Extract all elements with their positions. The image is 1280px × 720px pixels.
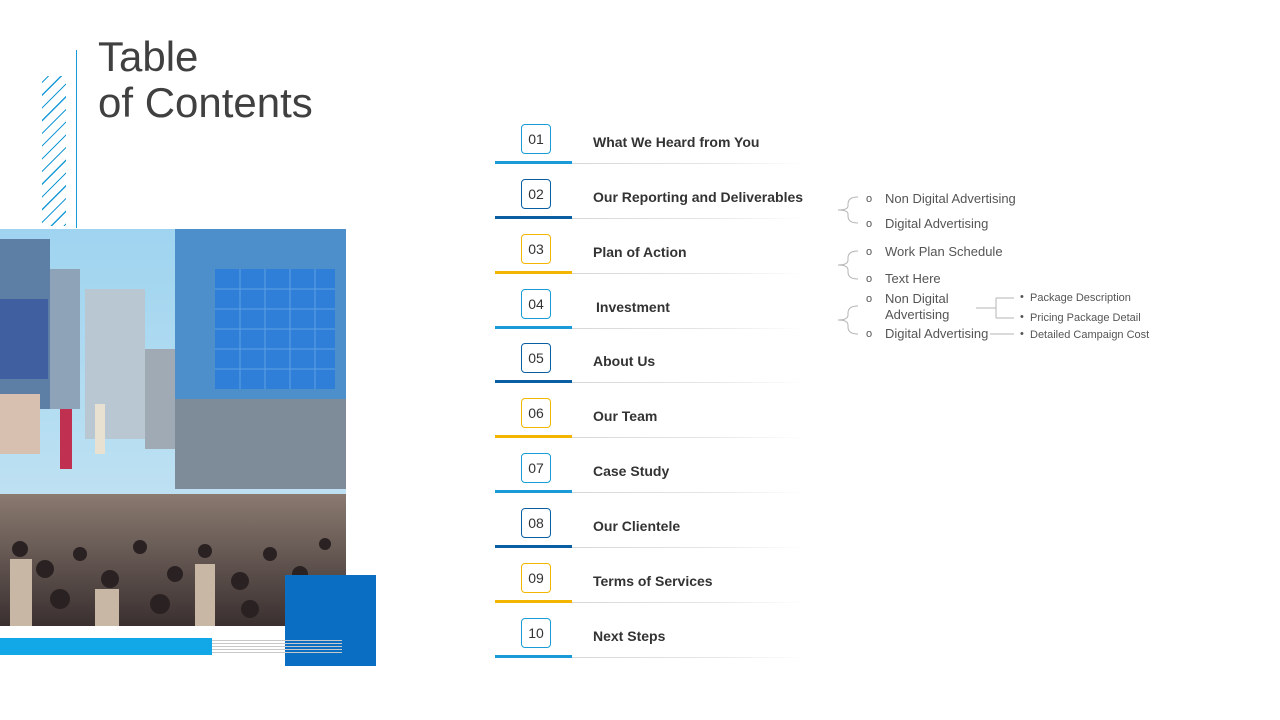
bullet-circle-icon: o (866, 246, 873, 258)
detail-label: Detailed Campaign Cost (1030, 329, 1150, 341)
sub-item-investment-non-digital (866, 291, 975, 323)
detail-pricing-package (1020, 311, 1141, 325)
sub-item-non-digital-advertising (866, 191, 1016, 207)
toc-label: Next Steps (593, 628, 666, 644)
toc-number-badge: 10 (521, 618, 551, 648)
sub-item-label: Non Digital Advertising (885, 191, 1016, 206)
bullet-dot-icon: • (1020, 328, 1024, 340)
detail-package-description (1020, 291, 1131, 305)
sub-item-label: Digital Advertising (885, 216, 989, 231)
sub-item-label: Non Digital Advertising (885, 291, 950, 322)
toc-label: Our Reporting and Deliverables (593, 189, 804, 205)
sub-item-label: Digital Advertising (885, 326, 989, 341)
sub-item-investment-digital (866, 326, 989, 342)
toc-label: What We Heard from You (593, 134, 760, 150)
bullet-circle-icon: o (866, 293, 873, 305)
detail-label: Package Description (1030, 292, 1131, 304)
toc-label: Our Clientele (593, 518, 681, 534)
toc-number-badge: 04 (521, 289, 551, 319)
toc-number-badge: 01 (521, 124, 551, 154)
detail-campaign-cost (1020, 328, 1150, 342)
bullet-dot-icon: • (1020, 291, 1024, 303)
sub-item-label: Text Here (885, 271, 941, 286)
toc-number-badge: 02 (521, 179, 551, 209)
toc-number-badge: 06 (521, 398, 551, 428)
bullet-circle-icon: o (866, 218, 873, 230)
sub-item-work-plan-schedule (866, 244, 1003, 260)
toc-label: About Us (593, 353, 656, 369)
bullet-circle-icon: o (866, 193, 873, 205)
toc-number-badge: 09 (521, 563, 551, 593)
sub-item-text-here (866, 271, 941, 287)
toc-number-badge: 08 (521, 508, 551, 538)
sub-item-digital-advertising (866, 216, 989, 232)
detail-label: Pricing Package Detail (1030, 312, 1141, 324)
toc-label: Case Study (593, 463, 670, 479)
bullet-circle-icon: o (866, 328, 873, 340)
title-line-1: Table (98, 33, 199, 80)
toc-number-badge: 03 (521, 234, 551, 264)
bullet-circle-icon: o (866, 273, 873, 285)
toc-label: Our Team (593, 408, 658, 424)
toc-number-badge: 07 (521, 453, 551, 483)
sub-item-label: Work Plan Schedule (885, 244, 1003, 259)
toc-label: Investment (596, 299, 670, 315)
toc-label: Terms of Services (593, 573, 713, 589)
toc-number-badge: 05 (521, 343, 551, 373)
toc-label: Plan of Action (593, 244, 687, 260)
title-line-2: of Contents (98, 79, 313, 126)
bullet-dot-icon: • (1020, 311, 1024, 323)
